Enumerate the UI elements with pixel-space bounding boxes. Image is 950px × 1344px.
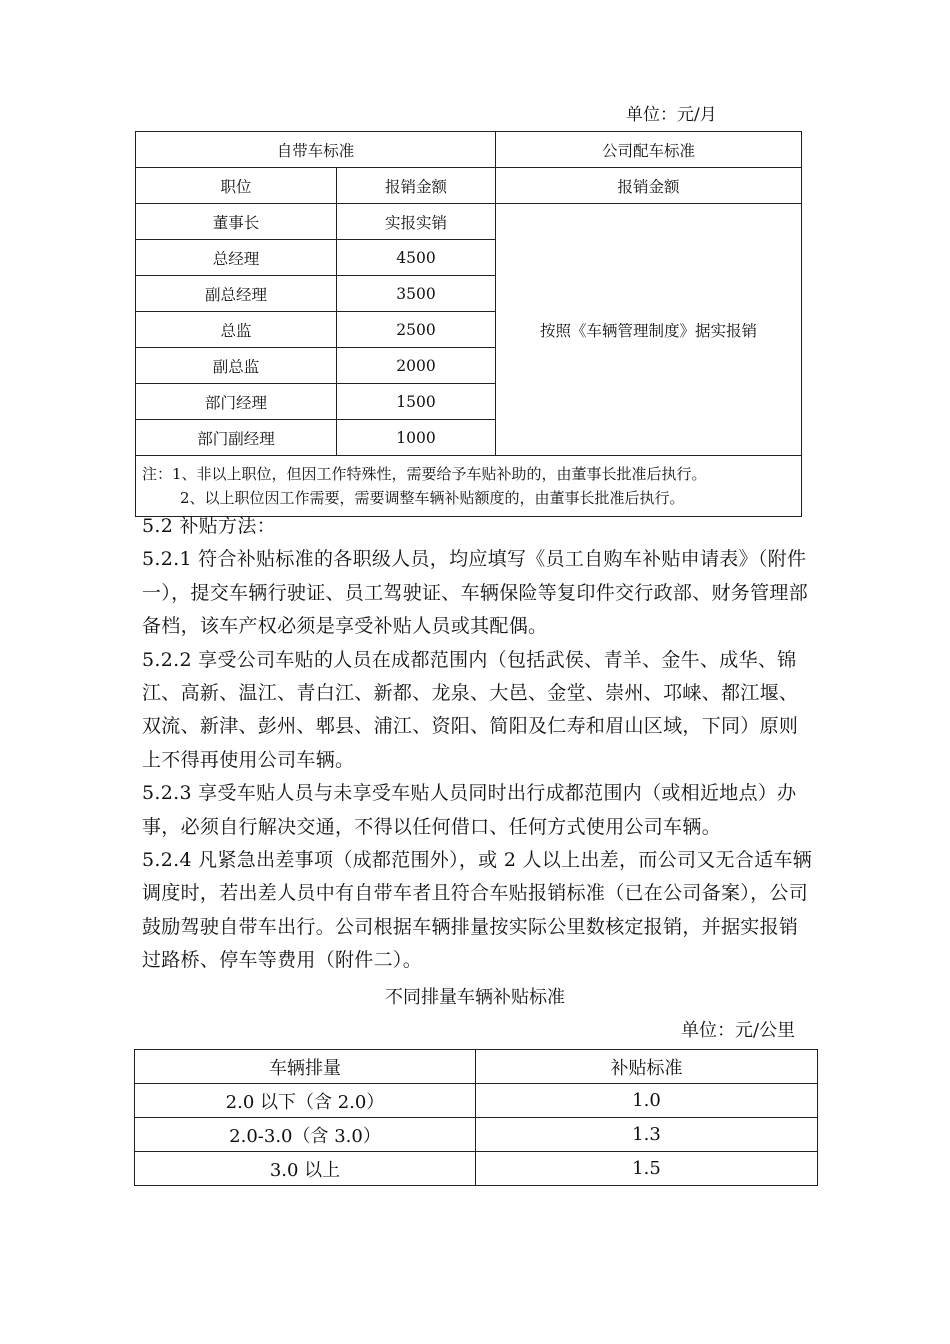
- amount-cell: 1500: [337, 384, 496, 420]
- column-header-standard: 补贴标准: [476, 1050, 818, 1084]
- column-header-amount: 报销金额: [337, 168, 496, 204]
- position-cell: 总经理: [136, 240, 337, 276]
- standard-cell: 1.0: [476, 1084, 818, 1118]
- note-line-2: 2、以上职位因工作需要，需要调整车辆补贴额度的，由董事长批准后执行。: [180, 489, 685, 507]
- column-header-position: 职位: [136, 168, 337, 204]
- table-row: [135, 1118, 818, 1152]
- position-cell: 董事长: [136, 204, 337, 240]
- displacement-cell: 2.0 以下（含 2.0）: [135, 1084, 476, 1118]
- note-line-1: 注：1、非以上职位，但因工作特殊性，需要给予车贴补助的，由董事长批准后执行。: [142, 465, 707, 483]
- amount-cell: 实报实销: [337, 204, 496, 240]
- position-cell: 部门副经理: [136, 420, 337, 456]
- table-note: [136, 456, 802, 517]
- displacement-cell: 3.0 以上: [135, 1152, 476, 1186]
- position-cell: 部门经理: [136, 384, 337, 420]
- amount-cell: 2500: [337, 312, 496, 348]
- column-header-company-amount: 报销金额: [496, 168, 802, 204]
- position-subsidy-table: [135, 131, 802, 517]
- table-title: 不同排量车辆补贴标准: [385, 987, 565, 1008]
- amount-cell: 3500: [337, 276, 496, 312]
- amount-cell: 2000: [337, 348, 496, 384]
- table-row: [136, 204, 802, 240]
- displacement-subsidy-table: [134, 1049, 818, 1186]
- standard-cell: 1.5: [476, 1152, 818, 1186]
- section-heading: 5.2 补贴方法：: [142, 515, 276, 537]
- position-cell: 副总经理: [136, 276, 337, 312]
- header-self-car: 自带车标准: [136, 132, 496, 168]
- standard-cell: 1.3: [476, 1118, 818, 1152]
- paragraph-5-2-2: 5.2.2 享受公司车贴的人员在成都范围内（包括武侯、青羊、金牛、成华、锦江、高新、温江、青白江、新都、龙泉、大邑、金堂、崇州、邛崃、都江堰、双流、新津、彭州、郫县、浦江、资阳、简阳及仁寿和眉山区域，下同）原则上不得再使用公司车辆。: [142, 648, 799, 771]
- displacement-cell: 2.0-3.0（含 3.0）: [135, 1118, 476, 1152]
- unit-label-per-km: 单位：元/公里: [681, 1020, 796, 1041]
- position-cell: 副总监: [136, 348, 337, 384]
- paragraph-5-2-3: 5.2.3 享受车贴人员与未享受车贴人员同时出行成都范围内（或相近地点）办事，必须自行解决交通，不得以任何借口、任何方式使用公司车辆。: [142, 782, 797, 838]
- unit-label-monthly: 单位：元/月: [626, 105, 717, 125]
- header-company-car: 公司配车标准: [496, 132, 802, 168]
- table-row: [135, 1152, 818, 1186]
- column-header-displacement: 车辆排量: [135, 1050, 476, 1084]
- paragraph-5-2-1: 5.2.1 符合补贴标准的各职级人员，均应填写《员工自购车补贴申请表》（附件一），提交车辆行驶证、员工驾驶证、车辆保险等复印件交行政部、财务管理部备档，该车产权必须是享受补贴人员或其配偶。: [142, 548, 809, 638]
- amount-cell: 1000: [337, 420, 496, 456]
- table-row: [135, 1084, 818, 1118]
- amount-cell: 4500: [337, 240, 496, 276]
- position-cell: 总监: [136, 312, 337, 348]
- company-rule-cell: 按照《车辆管理制度》据实报销: [496, 204, 802, 456]
- paragraph-5-2-4: 5.2.4 凡紧急出差事项（成都范围外），或 2 人以上出差，而公司又无合适车辆调度时，若出差人员中有自带车者且符合车贴报销标准（已在公司备案），公司鼓励驾驶自带车出行。公司根据车辆排量按实际公里数核定报销，并据实报销过路桥、停车等费用（附件二）。: [142, 849, 813, 972]
- section-body: [142, 510, 814, 978]
